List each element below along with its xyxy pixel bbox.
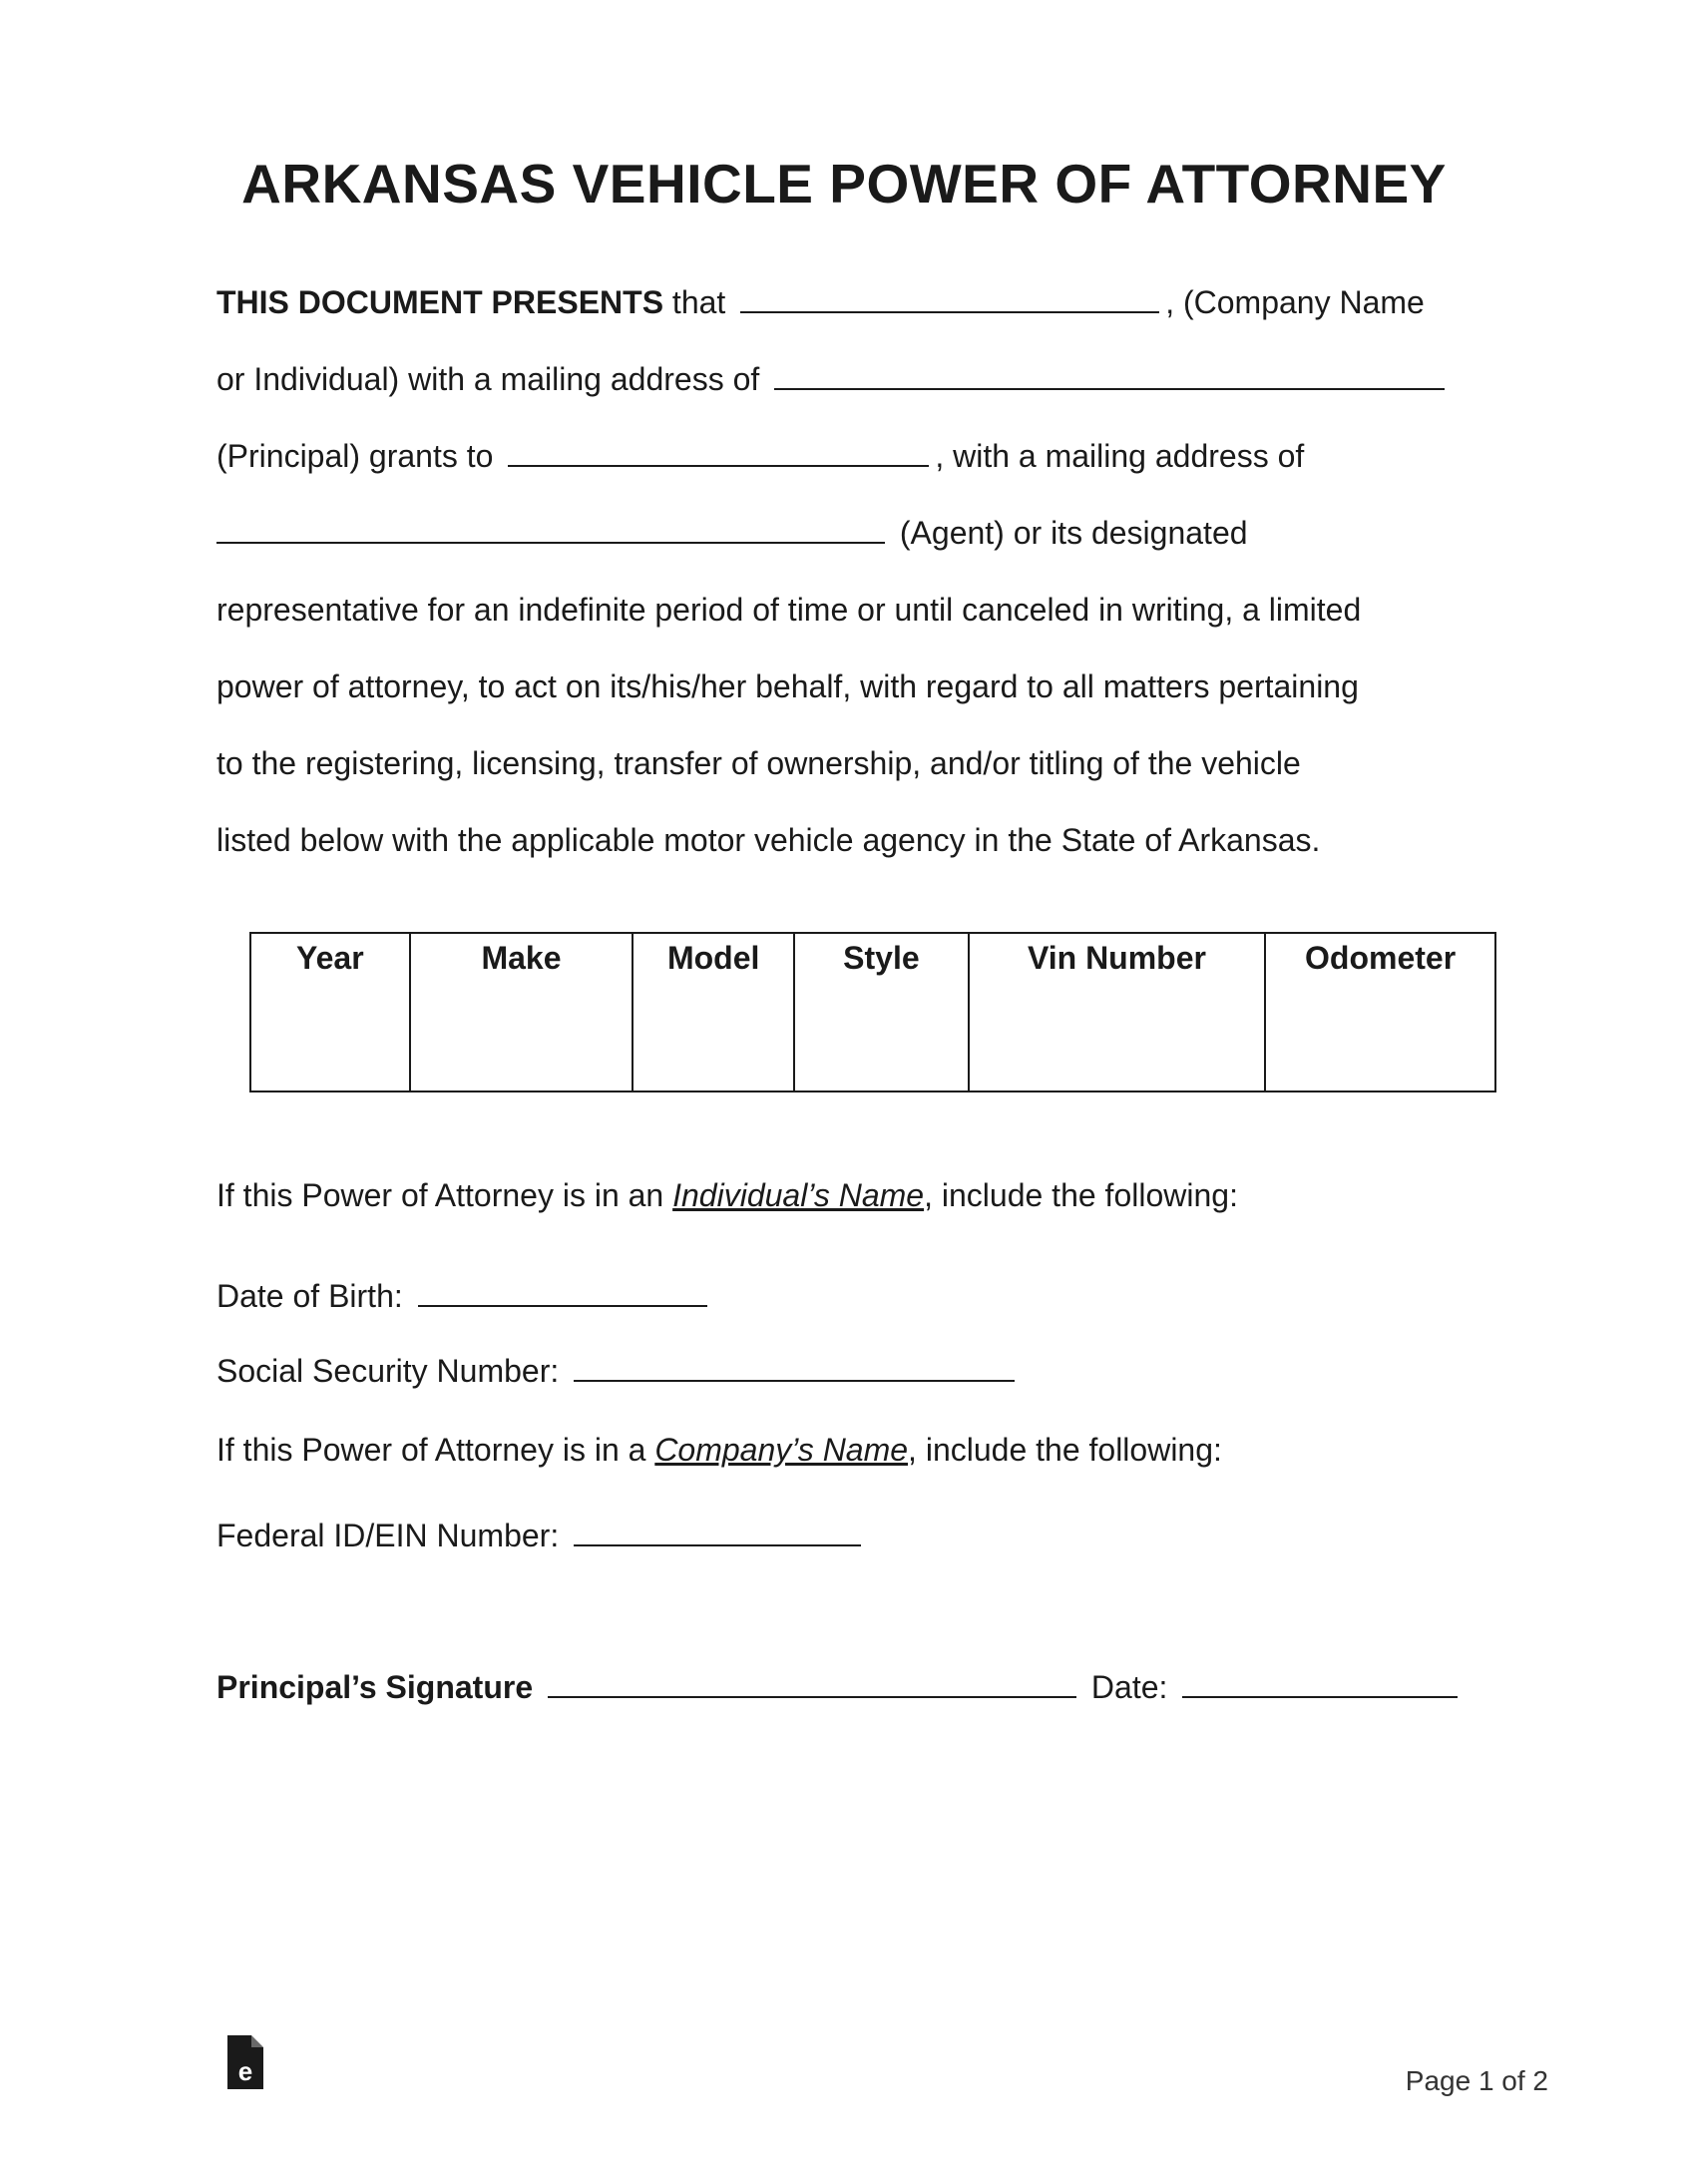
intro-line-8: listed below with the applicable motor vehicle agency in the State of Arkansas.: [216, 822, 1321, 858]
agent-name-blank[interactable]: [508, 427, 929, 467]
intro-text: that: [663, 284, 726, 320]
intro-text: , with a mailing address of: [935, 438, 1305, 474]
vehicle-table-header-row: [250, 933, 1495, 989]
ein-blank[interactable]: [574, 1507, 861, 1546]
year-cell[interactable]: [250, 989, 410, 1092]
intro-line-1: [216, 269, 1493, 346]
signature-date-blank[interactable]: [1182, 1658, 1458, 1698]
company-instruction: [216, 1432, 1222, 1469]
column-header-odometer: Odometer: [1265, 933, 1495, 989]
make-cell[interactable]: [410, 989, 633, 1092]
intro-text: (Principal) grants to: [216, 438, 494, 474]
principal-signature-label: Principal’s Signature: [216, 1669, 534, 1705]
odometer-cell[interactable]: [1265, 989, 1495, 1092]
column-header-make: Make: [410, 933, 633, 989]
model-cell[interactable]: [633, 989, 794, 1092]
company-emphasis: Company’s Name: [654, 1432, 909, 1468]
individual-prefix: If this Power of Attorney is in an: [216, 1177, 673, 1213]
individual-suffix: , include the following:: [924, 1177, 1238, 1213]
signature-row: [216, 1658, 1464, 1706]
ssn-row: [216, 1342, 1021, 1390]
principal-address-blank[interactable]: [774, 350, 1445, 390]
agent-address-blank[interactable]: [216, 504, 885, 544]
intro-text: , (Company Name: [1165, 284, 1425, 320]
signature-date-label: Date:: [1090, 1669, 1168, 1705]
document-title: ARKANSAS VEHICLE POWER OF ATTORNEY: [241, 153, 1447, 215]
ssn-blank[interactable]: [574, 1342, 1015, 1382]
date-of-birth-label: Date of Birth:: [216, 1278, 403, 1314]
date-of-birth-row: [216, 1267, 713, 1315]
vin-number-cell[interactable]: [969, 989, 1265, 1092]
ein-row: [216, 1507, 867, 1554]
principal-signature-blank[interactable]: [548, 1658, 1076, 1698]
company-prefix: If this Power of Attorney is in a: [216, 1432, 655, 1468]
eforms-logo-icon: [227, 2035, 263, 2089]
column-header-year: Year: [250, 933, 410, 989]
style-cell[interactable]: [794, 989, 969, 1092]
intro-paragraph: [216, 269, 1493, 884]
column-header-style: Style: [794, 933, 969, 989]
intro-line-7: to the registering, licensing, transfer of ownership, and/or titling of the vehicle: [216, 745, 1301, 781]
principal-name-blank[interactable]: [740, 273, 1159, 313]
vehicle-table-entry-row: [250, 989, 1495, 1092]
vehicle-table: [249, 932, 1496, 1092]
company-suffix: , include the following:: [908, 1432, 1222, 1468]
intro-line-4: [216, 500, 1493, 577]
ssn-label: Social Security Number:: [216, 1353, 560, 1389]
intro-text: or Individual) with a mailing address of: [216, 361, 760, 397]
intro-line-3: [216, 423, 1493, 500]
individual-emphasis: Individual’s Name: [672, 1177, 925, 1213]
intro-lead: THIS DOCUMENT PRESENTS: [216, 284, 664, 320]
date-of-birth-blank[interactable]: [418, 1267, 707, 1307]
column-header-model: Model: [633, 933, 794, 989]
ein-label: Federal ID/EIN Number:: [216, 1518, 560, 1553]
intro-line-6: power of attorney, to act on its/his/her behalf, with regard to all matters pertaining: [216, 668, 1359, 704]
page-number: Page 1 of 2: [1405, 2065, 1548, 2096]
individual-instruction: [216, 1177, 1238, 1214]
column-header-vin-number: Vin Number: [969, 933, 1265, 989]
intro-line-2: [216, 346, 1493, 423]
intro-line-5: representative for an indefinite period of time or until canceled in writing, a limited: [216, 592, 1362, 628]
intro-text: (Agent) or its designated: [899, 515, 1248, 551]
svg-text:e: e: [237, 2056, 253, 2086]
